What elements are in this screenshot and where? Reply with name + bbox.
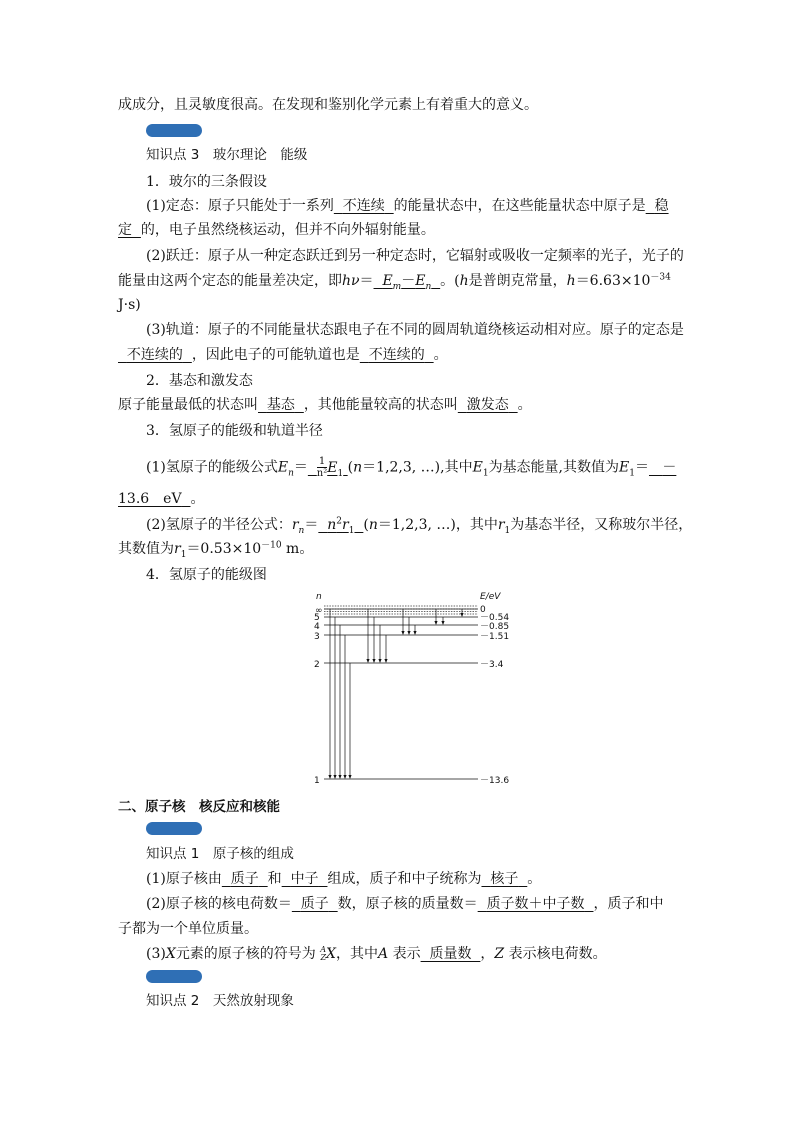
transition-arrowhead [384,659,387,663]
label-n2: 2 [314,660,320,670]
ground-state-line: 原子能量最低的状态叫 基态 ，其他能量较高的状态叫 激发态 。 [118,397,532,413]
charge-mass-line-1: (2)原子核的核电荷数＝ 质子 数，原子核的质量数＝ 质子数＋中子数 ，质子和中 [146,896,664,912]
blank-proton: 质子 [230,871,259,887]
section-tag-bar [146,124,202,137]
blank-nucleon: 核子 [490,871,519,887]
blank-discontinuous-2: 不连续的 [126,347,183,363]
transition-arrowhead [338,775,341,779]
transition-arrowhead [343,775,346,779]
transition-arrowhead [366,659,369,663]
transition-arrows [328,609,463,779]
label-infinity: ∞ [315,606,323,616]
nucleus-composition-line: (1)原子核由 质子 和 中子 组成，质子和中子统称为 核子 。 [146,871,542,887]
nuclide-symbol-line: (3)X元素的原子核的符号为 A Z X，其中A 表示 质量数 ，Z 表示核电荷数。 [146,945,607,962]
orbit-line-2: 不连续的 ，因此电子的可能轨道也是 不连续的 。 [118,346,448,364]
heading-bohr-assumptions: 1．玻尔的三条假设 [146,174,267,190]
label-zero-energy: 0 [480,605,486,615]
blank-ground-energy-1: － [662,459,677,476]
stationary-state-line-2: 定 的，电子虽然绕核运动，但并不向外辐射能量。 [118,222,435,238]
heading-ground-excited: 2．基态和激发态 [146,373,253,389]
knowledge-point-2-title: 知识点 2 天然放射现象 [146,993,294,1009]
heading-hydrogen-levels: 3．氢原子的能级和轨道半径 [146,423,323,439]
blank-excited-state: 激发态 [466,397,509,413]
blank-stable-2: 定 [118,222,132,238]
transition-arrowhead [413,631,416,635]
section-tag-bar [146,822,202,835]
blank-energy-difference: $E_m-E_n$ [382,273,432,292]
blank-ground-state: 基态 [266,397,295,413]
transition-arrowhead [328,775,331,779]
transition-arrowhead [407,631,410,635]
transition-arrowhead [434,621,437,625]
transition-arrowhead [401,631,404,635]
nuclide-indices: A Z [320,945,327,962]
label-n4: 4 [314,622,320,632]
knowledge-point-3-title: 知识点 3 玻尔理论 能级 [146,147,308,163]
label-e4: －0.85 [480,622,510,632]
heading-level-diagram: 4．氢原子的能级图 [146,567,267,583]
transition-arrowhead [460,613,463,617]
label-e5: －0.54 [480,613,510,623]
transition-arrowhead [441,621,444,625]
orbit-line-1: (3)轨道：原子的不同能量状态跟电子在不同的圆周轨道绕核运动相对应。原子的定态是 [146,322,684,338]
transition-line-3: J·s) [118,297,141,313]
fraction-1-over-n-squared: $\frac{1}{\text{n²}}$ [316,456,328,479]
label-e2: －3.4 [480,660,504,670]
blank-ground-energy-2: 13.6 eV [118,491,182,507]
label-n1: 1 [314,776,320,786]
radius-formula-line: (2)氢原子的半径公式：$r_n= n^2r_1$ (n＝1,2,3, …)，其中$r_1$为基态半径，又称玻尔半径， [146,516,693,536]
blank-discontinuous: 不连续 [342,198,385,214]
label-e1: －13.6 [480,776,510,786]
transition-line-2: 能量由这两个定态的能量差决定，即$h\nu= E_m-E_n$ 。(h是普朗克常量，$h=6.63\times 10^{-34}$ [118,272,671,292]
knowledge-point-1-title: 知识点 1 原子核的组成 [146,846,294,862]
blank-proton-2: 质子 [300,896,329,912]
bohr-radius-value-line: 其数值为$r_1=0.53\times 10^{-10}$ m。 [118,540,314,560]
section-2-title: 二、原子核 核反应和核能 [118,799,280,815]
blank-mass-number-2: 质量数 [429,946,472,962]
energy-value-line: 13.6 eV 。 [118,491,205,507]
label-e3: －1.51 [480,632,510,642]
transition-arrowhead [333,775,336,779]
blank-neutron: 中子 [290,871,319,887]
blank-mass-number: 质子数＋中子数 [486,896,585,912]
transition-line-1: (2)跃迁：原子从一种定态跃迁到另一种定态时，它辐射或吸收一定频率的光子，光子的 [146,248,684,264]
hydrogen-energy-level-diagram [300,588,525,788]
section-tag-bar [146,970,202,983]
diagram-axis-e: E/eV [480,592,501,602]
blank-discontinuous-3: 不连续的 [368,347,425,363]
label-n5: 5 [314,613,320,623]
transition-arrowhead [372,659,375,663]
diagram-axis-n: n [316,592,322,602]
charge-mass-line-2: 子都为一个单位质量。 [118,921,258,937]
transition-arrowhead [378,659,381,663]
stationary-state-line-1: (1)定态：原子只能处于一系列 不连续 的能量状态中，在这些能量状态中原子是 稳 [146,198,669,214]
label-n3: 3 [314,632,320,642]
blank-stable-1: 稳 [654,198,669,214]
transition-arrowhead [348,775,351,779]
blank-radius-formula: $n^2r_1$ [327,516,355,536]
blank-energy-formula: $\frac{1}{\text{n²}}$ $E_1$ [316,456,344,479]
paragraph-continuation: 成成分，且灵敏度很高。在发现和鉴别化学元素上有着重大的意义。 [118,97,538,113]
energy-formula-line: (1)氢原子的能级公式$E_n=$ $\frac{1}{\text{n²}}$ $E_1$ (n＝1,2,3, …),其中$E_1$为基态能量,其数值为$E_1=$ － [146,456,677,479]
